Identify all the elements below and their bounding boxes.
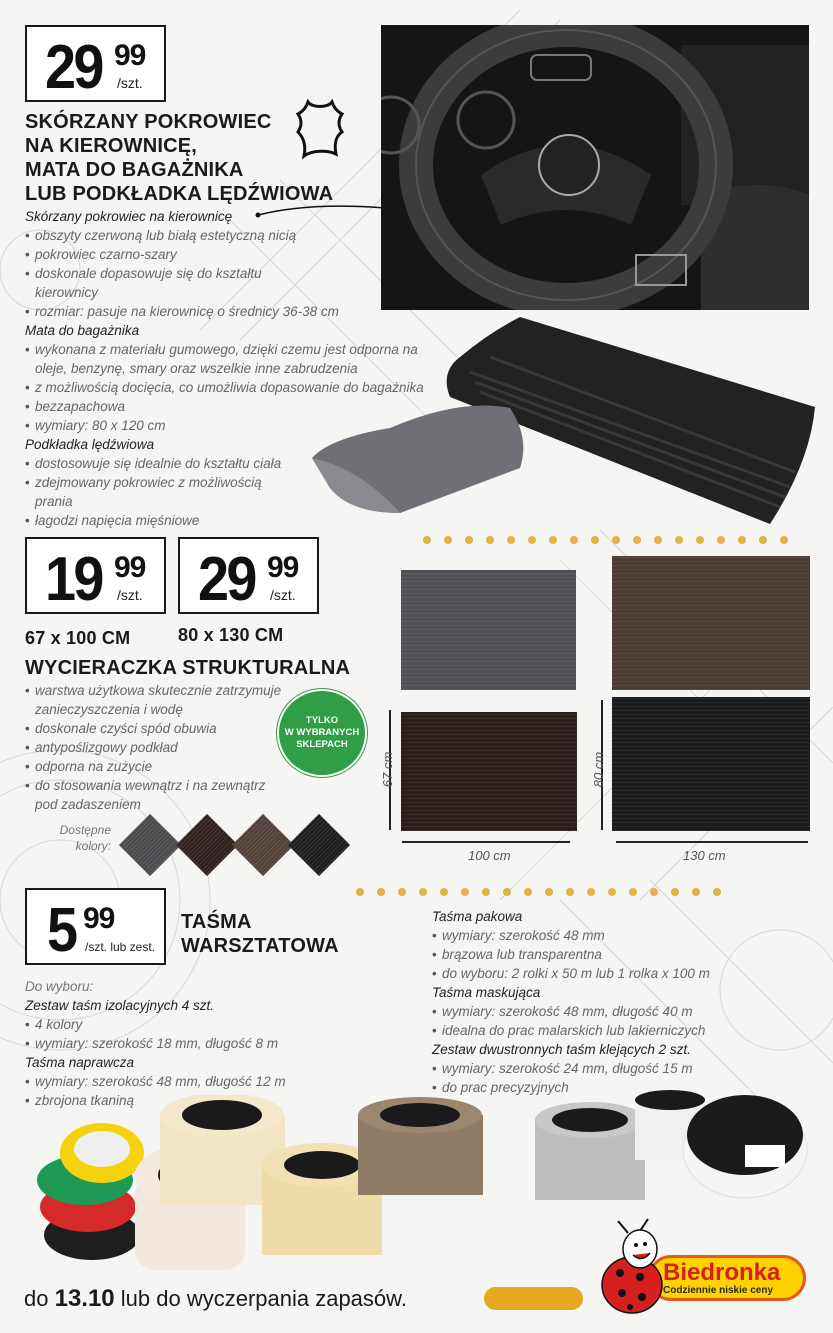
- bullet-item: • wymiary: szerokość 48 mm, długość 12 m: [25, 1072, 355, 1091]
- title-line: SKÓRZANY POKROWIEC: [25, 111, 272, 133]
- bullet-item: • idealna do prac malarskich lub lakierniczych: [432, 1021, 822, 1040]
- bullet-list: [432, 926, 822, 983]
- brand-name: Biedronka: [663, 1259, 781, 1286]
- tapes-image-left: [30, 1095, 500, 1285]
- title-line: TAŚMA: [181, 911, 252, 933]
- bullet-item: • wymiary: szerokość 48 mm: [432, 926, 822, 945]
- validity-suffix: lub do wyczerpania zapasów.: [114, 1286, 407, 1311]
- section-heading: Podkładka lędźwiowa: [25, 437, 155, 452]
- bullet-list: [25, 226, 339, 321]
- brand-slogan: Codziennie niskie ceny: [663, 1285, 774, 1296]
- bullet-item: • obszyty czerwoną lub białą estetyczną nicią: [25, 226, 325, 245]
- badge-line: SKLEPACH: [296, 739, 348, 750]
- colors-label: [56, 822, 111, 854]
- bullet-item: • brązowa lub transparentna: [432, 945, 822, 964]
- price-main: 19: [45, 545, 102, 614]
- doormat-brown-image: [612, 556, 810, 690]
- width-label-small: 100 cm: [468, 848, 511, 863]
- bullet-item: • zdejmowany pokrowiec z możliwością prania: [25, 473, 295, 511]
- price-cents: 99: [267, 551, 299, 584]
- product3-right-description: [432, 907, 822, 1097]
- bullet-item: • 4 kolory: [25, 1015, 355, 1034]
- price-main: 5: [47, 896, 76, 965]
- divider-dots: [423, 536, 788, 544]
- bullet-item: • do prac precyzyjnych: [432, 1078, 822, 1097]
- colors-label-line: kolory:: [75, 839, 111, 853]
- color-swatch-black: [288, 814, 350, 876]
- bullet-item: • łagodzi napięcia mięśniowe: [25, 511, 295, 530]
- bullet-item: • rozmiar: pasuje na kierownicę o średnicy 36-38 cm: [25, 302, 385, 321]
- bullet-item: • wymiary: szerokość 18 mm, długość 8 m: [25, 1034, 355, 1053]
- selected-stores-badge: [277, 689, 367, 777]
- doormat-black-image: [612, 697, 810, 831]
- section-heading: Skórzany pokrowiec na kierownicę: [25, 209, 233, 224]
- size-large-label: 80 x 130 CM: [178, 625, 284, 645]
- color-swatch-brown: [232, 814, 294, 876]
- width-arrow-large: [616, 841, 808, 843]
- bullet-item: • wymiary: 80 x 120 cm: [25, 416, 445, 435]
- lumbar-pillow-image: [310, 398, 530, 516]
- section-heading: Taśma maskująca: [432, 985, 541, 1000]
- colors-label-line: Dostępne: [59, 823, 111, 837]
- price-unit: /szt.: [270, 587, 296, 603]
- bullet-item: • wymiary: szerokość 24 mm, długość 15 m: [432, 1059, 822, 1078]
- price-box-doormat-small: [25, 537, 166, 614]
- bullet-item: • odporna na zużycie: [25, 757, 295, 776]
- price-box-steering-cover: [25, 25, 166, 102]
- product2-bullets: [25, 681, 295, 814]
- pointer-line: [250, 200, 390, 220]
- bullet-item: • antypoślizgowy podkład: [25, 738, 295, 757]
- doormat-grey-image: [401, 570, 576, 690]
- price-cents: 99: [114, 39, 146, 72]
- color-swatch-grey: [119, 814, 181, 876]
- price-main: 29: [198, 545, 255, 614]
- title-line: WARSZTATOWA: [181, 935, 339, 957]
- section-heading: Mata do bagażnika: [25, 323, 140, 338]
- bullet-list: [25, 454, 295, 530]
- accent-pill: [484, 1287, 583, 1310]
- width-label-large: 130 cm: [683, 848, 726, 863]
- size-small-label: 67 x 100 CM: [25, 628, 131, 648]
- divider-dots: [356, 888, 721, 896]
- intro-text: Do wyboru:: [25, 979, 94, 994]
- price-cents: 99: [114, 551, 146, 584]
- biedronka-logo: [600, 1215, 810, 1315]
- validity-date: 13.10: [54, 1285, 115, 1312]
- title-line: NA KIEROWNICĘ,: [25, 135, 198, 157]
- color-swatch-dark-brown: [176, 814, 238, 876]
- bullet-item: • dostosowuje się idealnie do kształtu ciała: [25, 454, 325, 473]
- title-line: LUB PODKŁADKA LĘDŹWIOWA: [25, 183, 334, 205]
- section-heading: Taśma pakowa: [432, 909, 523, 924]
- badge-line: TYLKO: [305, 715, 339, 726]
- bullet-item: • doskonale dopasowuje się do kształtu kierownicy: [25, 264, 315, 302]
- price-unit: /szt.: [117, 75, 143, 91]
- price-unit: /szt.: [117, 587, 143, 603]
- product3-title: [181, 910, 339, 958]
- bullet-item: • wymiary: szerokość 48 mm, długość 40 m: [432, 1002, 822, 1021]
- product3-left-description: [25, 977, 355, 1110]
- ladybug-icon: [600, 1215, 670, 1315]
- logo-banner: [648, 1255, 806, 1301]
- bullet-item: • pokrowiec czarno-szary: [25, 245, 325, 264]
- section-heading: Taśma naprawcza: [25, 1055, 135, 1070]
- bullet-item: • do stosowania wewnątrz i na zewnątrz pod zadaszeniem: [25, 776, 290, 814]
- price-box-doormat-large: [178, 537, 319, 614]
- bullet-item: • z możliwością docięcia, co umożliwia dopasowanie do bagażnika: [25, 378, 445, 397]
- bullet-item: • doskonale czyści spód obuwia: [25, 719, 295, 738]
- width-arrow-small: [402, 841, 570, 843]
- price-box-tape: [25, 888, 166, 965]
- price-cents: 99: [83, 902, 115, 935]
- bullet-item: • warstwa użytkowa skutecznie zatrzymuje zanieczyszczenia i wodę: [25, 681, 295, 719]
- validity-prefix: do: [24, 1286, 55, 1311]
- price-unit: /szt. lub zest.: [85, 940, 156, 954]
- bullet-list: [432, 1002, 822, 1040]
- badge-line: W WYBRANYCH: [284, 727, 360, 738]
- leather-icon: [294, 98, 346, 160]
- height-label-small: 67 cm: [380, 751, 396, 788]
- product2-title: WYCIERACZKA STRUKTURALNA: [25, 657, 351, 679]
- section-heading: Zestaw taśm izolacyjnych 4 szt.: [25, 998, 215, 1013]
- bullet-item: • wykonana z materiału gumowego, dzięki czemu jest odporna na oleje, benzynę, smary oraz wszelkie inne zabrudzenia: [25, 340, 425, 378]
- bullet-item: • bezzapachowa: [25, 397, 445, 416]
- section-heading: Zestaw dwustronnych taśm klejących 2 szt.: [432, 1042, 691, 1057]
- bullet-item: • do wyboru: 2 rolki x 50 m lub 1 rolka x 100 m: [432, 964, 822, 983]
- price-main: 29: [45, 33, 102, 102]
- height-label-large: 80 cm: [591, 751, 607, 788]
- tapes-image-right: [530, 1090, 815, 1210]
- bullet-list: [25, 1015, 355, 1053]
- steering-wheel-photo: [381, 25, 809, 310]
- doormat-dark-brown-image: [401, 712, 577, 831]
- validity-text: [24, 1285, 407, 1313]
- bullet-item: • zbrojona tkaniną: [25, 1091, 355, 1110]
- title-line: MATA DO BAGAŻNIKA: [25, 159, 244, 181]
